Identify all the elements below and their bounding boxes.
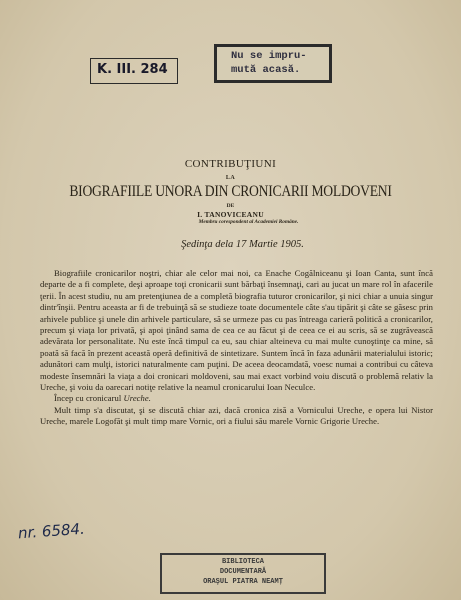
shelfmark-text: K. III. 284 [97, 62, 168, 77]
library-stamp [160, 553, 326, 594]
page-title: BIOGRAFIILE UNORA DIN CRONICARII MOLDOVENI [69, 183, 392, 200]
article-body [40, 268, 433, 428]
no-lending-line-2: mută acasă. [231, 64, 301, 76]
library-stamp-line-2: DOCUMENTARĂ [219, 568, 267, 576]
shelfmark-box [90, 58, 178, 84]
paragraph-2-name: Ureche. [123, 393, 151, 404]
author-role: Membru corespondent al Academiei Române. [198, 219, 299, 225]
library-stamp-line-3: ORAŞUL PIATRA NEAMŢ [203, 578, 283, 586]
paragraph-2 [40, 393, 433, 404]
library-stamp-line-1: BIBLIOTECA [221, 558, 264, 566]
heading-de: DE [226, 203, 235, 209]
paragraph-1: Biografiile cronicarilor noştri, chiar ale celor mai noi, ca Enache Cogălniceanu şi Ioan Canta, sunt încă departe de a fi complete, deşi aproape toţi cronicarii sunt bărbaţi însemnaţi, cari au jucat un mare rol în afacerile ţerii. În acest studiu, nu am pretenţiunea de a completă biografia tuturor cronicarilor, şi nici chiar a unuia singur dintr'înşii. Pentru aceasta ar fi de trebuinţă să se studieze toate documentele câte s'au tipărit şi câte se găsesc prin arhivele publice şi unele din arhivele particulare, să se urmeze pas cu pas întreaga carieră politică a cronicarilor, precum şi viaţa lor privată, şi apoi ţinând sama de cea ce au făcut şi de ceea ce ei au scris, să se zugrăvească adevărata lor personalitate. Nu este încă timpul ca eu, sau chiar alteineva cu mai multe cunoştinţe ca mine, să poată să facă în prezent această operă definitivă de sintetizare. Suntem încă în faza adunării materialului istoric; adunători cam mulţi, istorici naturalmente cam puţini. De aceea deocamdată, voesc numai a contribui cu câteva modeste însemnări la viaţa a doi cronicari moldoveni, sau mai exact vorbind voiu discută o problemă relativ la Ureche, şi voiu da oarecari notiţe relative la neamul cronicarului Ioan Neculce. [40, 268, 433, 393]
paragraph-2-prefix: Încep cu cronicarul [54, 393, 124, 404]
heading-la: LA [225, 175, 236, 181]
heading-contributiuni: CONTRIBUŢIUNI [184, 158, 277, 170]
no-lending-line-1: Nu se impru- [231, 50, 307, 62]
session-date: Şedinţa dela 17 Martie 1905. [181, 239, 304, 250]
paragraph-3: Mult timp s'a discutat, şi se discută chiar azi, dacă cronica zisă a Vornicului Ureche, e opera lui Nistor Ureche, marele Logofăt şi mult timp mare Vornic, ori a fiului său marele Vornic Grigorie Ureche. [40, 404, 433, 427]
inventory-number: nr. 6584. [17, 519, 86, 543]
no-lending-stamp [214, 44, 332, 83]
author-name: I. TANOVICEANU [197, 210, 264, 219]
